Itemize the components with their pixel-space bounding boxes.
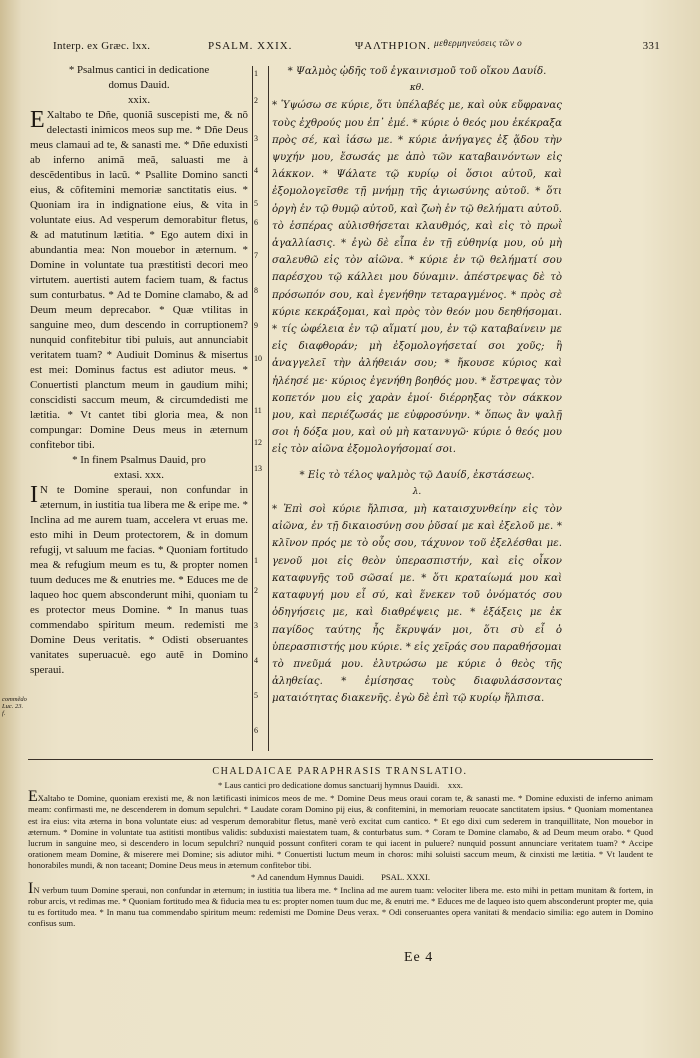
margin-note: commẽdo Luc. 23. f.: [2, 696, 27, 717]
drop-cap-e: E: [30, 107, 45, 133]
verse-number: 12: [254, 438, 262, 447]
latin-psalm-29-text: [30, 108, 248, 453]
greek-column: [272, 63, 562, 755]
running-header: [40, 40, 660, 56]
chaldaic-paragraph-1-body: Xaltabo te Domine, quoniam erexisti me, & non lætificasti inimicos meos de me. * Domine Deus meus oraui coram te, & sanasti me. * Domine eduxisti de inferno animam meam: confirmasti me, ne descenderem in domum sepulchri. * Laudate coram Domino pij eius, & confitemini, in memoriam reuocate sanctitatem ipsius. * Quoniam momentanea est ira eius: vita æterna in bona voluntate eius: ad vesperum demorabitur fletus, manè verò excitat cum cantico. * Et ego dixi cum sederem in tranquillitate, Non mouebor in æternum. * Domine in voluntate tua astitisti montibus validis: subduxisti maiestatem tuam, & conturbatus sum. * Coram te Domine clamabo, & ad Deum meum orabo. * Quod lucrum in sanguine meo, si descendero in locum sepulchri? nunquid possunt confiteri coram te qui iacent in puluere? nunquid possunt annunciare veritatem tuam? * Accipe orationem meam Domine, & miserere mei Domine; sis adiutor mihi. * Conuertisti luctum meum in choros: mihi soluisti saccum meum, & cinxisti me lætitia. * Vt laudent te honorabiles mundi, & non taceant; Domine Deus meus in æternum confitebor tibi.: [28, 793, 653, 871]
section-divider: [28, 759, 653, 760]
greek-psalm-29-heading: * Ψαλμὸς ᾠδῆς τοῦ ἐγκαινισμοῦ τοῦ οἴκου Δαυίδ.: [287, 66, 547, 77]
latin-psalm-29-heading: * Psalmus cantici in dedicatione: [68, 64, 210, 76]
chaldaic-heading-2-text: * Ad canendum Hymnus Dauidi.: [250, 871, 364, 882]
verse-number: 4: [254, 656, 258, 665]
chaldaic-paragraph-2: [28, 879, 653, 930]
verse-number: 8: [254, 286, 258, 295]
verse-number: 6: [254, 218, 258, 227]
page-number: 331: [642, 40, 660, 52]
latin-psalm-29-number: xxix.: [127, 94, 151, 106]
greek-psalm-29-text: * Ὑψώσω σε κύριε, ὅτι ὑπέλαβές με, καὶ οὐκ εὔφρανας τοὺς ἐχθρούς μου ἐπ᾽ ἐμέ. * κύριε ὁ θεός μου ἐκέκραξα πρὸς σέ, καὶ ἰάσω με. * κύριε ἀνήγαγες ἐξ ᾅδου τὴν ψυχήν μου, ἔσωσάς με ἀπὸ τῶν καταβαινόντων εἰς λάκκον. * Ψάλατε τῷ κυρίῳ οἱ ὅσιοι αὐτοῦ, καὶ ἐξομολογεῖσθε τῇ μνήμῃ τῆς ἁγιωσύνης αὐτοῦ. * ὅτι ὀργὴ ἐν τῷ θυμῷ αὐτοῦ, καὶ ζωὴ ἐν τῷ θελήματι αὐτοῦ. τὸ ἑσπέρας αὐλισθήσεται κλαυθμός, καὶ εἰς τὸ πρωῒ ἀγαλλίασις. * ἐγὼ δὲ εἶπα ἐν τῇ εὐθηνίᾳ μου, οὐ μὴ σαλευθῶ εἰς τὸν αἰῶνα. * κύριε ἐν τῷ θελήματί σου παρέσχου τῷ κάλλει μου δύναμιν. ἀπέστρεψας δὲ τὸ πρόσωπόν σου, καὶ ἐγενήθην τεταραγμένος. * πρὸς σὲ κύριε κεκράξομαι, καὶ πρὸς τὸν θεόν μου δεηθήσομαι. * τίς ὠφέλεια ἐν τῷ αἵματί μου, ἐν τῷ καταβαίνειν με εἰς διαφθοράν; μὴ ἐξομολογήσεταί σοι χοῦς; ἢ ἀναγγελεῖ τὴν ἀλήθειάν σου; * ἤκουσε κύριος καὶ ἠλέησέ με· κύριος ἐγενήθη βοηθός μου. * ἔστρεψας τὸν κοπετόν μου εἰς χαρὰν ἐμοί· διέρρηξας τὸν σάκκον μου, καὶ περιέζωσάς με εὐφροσύνην. * ὅπως ἂν ψαλῇ σοι ἡ δόξα μου, καὶ οὐ μὴ κατανυγῶ· κύριε ὁ θεός μου εἰς τὸν αἰῶνα ἐξομολογήσομαί σοι.: [272, 100, 562, 456]
chaldaic-heading-1-text: * Laus cantici pro dedicatione domus sanctuarij hymnus Dauidi.: [218, 780, 440, 790]
verse-number-column: [254, 63, 266, 753]
verse-number: 4: [254, 166, 258, 175]
verse-number: 5: [254, 691, 258, 700]
chaldaic-heading-2: [28, 872, 653, 883]
greek-psalm-30-heading: * Εἰς τὸ τέλος ψαλμὸς τῷ Δαυίδ, ἐκστάσεως.: [299, 469, 535, 481]
verse-number: 10: [254, 354, 262, 363]
verse-number: 1: [254, 556, 258, 565]
verse-number: 9: [254, 321, 258, 330]
chaldaic-heading-1: [28, 780, 653, 791]
chaldaic-initial-i: I: [28, 879, 34, 897]
header-annotation: μεθερμηνεύσεις τῶν ο: [434, 39, 523, 49]
column-rule-left: [252, 66, 253, 751]
drop-cap-i: I: [30, 482, 38, 508]
verse-number: 3: [254, 621, 258, 630]
verse-number: 5: [254, 199, 258, 208]
verse-number: 3: [254, 134, 258, 143]
latin-psalm-30-body: N te Domine speraui, non confundar in æternum, in iustitia tua libera me & eripe me. * Inclina ad me aurem tuam, accelera vt eruas me. esto mihi in Deum protectorem, & in domum refugij, vt saluum me facias. * Quoniam fortitudo mea & refugium meum es tu, & propter nomen tuum deduces me & enutries me. * Educes me de laqueo hoc quem absconderunt mihi, quoniam tu es protector meus Domine. * In manus tuas commendabo spiritum meum. redemisti me Domine Deus veritatis. * Odisti obseruantes vanitates superuacuè. ego autẽ in Domino speraui.: [30, 484, 248, 676]
verse-number: 13: [254, 464, 262, 473]
latin-psalm-29-heading-line-2: domus Dauid.: [108, 79, 170, 91]
header-left-title: Interp. ex Græc. lxx.: [53, 40, 151, 52]
printer-signature-mark: Ee 4: [404, 950, 434, 965]
verse-number: 6: [254, 726, 258, 735]
verse-number: 2: [254, 96, 258, 105]
chaldaic-paragraph-1: [28, 788, 653, 871]
greek-psalm-29-number: κθ.: [409, 83, 425, 94]
latin-psalm-30-text: [30, 483, 248, 678]
header-greek-title: ΨΑΛΤΗΡΙΟΝ.: [355, 40, 431, 52]
latin-column: [30, 63, 248, 753]
header-psalm-number: PSALM. XXIX.: [208, 40, 293, 52]
verse-number: 1: [254, 69, 258, 78]
greek-psalm-30-number: λ.: [412, 486, 422, 497]
chaldaic-heading-1-number: xxx.: [447, 780, 463, 790]
chaldaic-paragraph-2-body: N verbum tuum Domine speraui, non confundar in æternum; in iustitia tua libera me. * Inclina ad me aurem tuam: velociter libera me. esto mihi in pettam munitam & fortem, in robur arcis, vt redimas me. * Quoniam fortitudo mea & fiducia mea tu es: propter nomen tuum duc me, & enutri me. * Educes me de laqueo isto quem absconderunt propter me, quia tu es fortitudo mea. * In manu tua commendabo spiritum meum: redemisti me Domine Deus verax. * Odi conseruantes opera vanitati & mendacio similia: ego autem in Domino confisus sum.: [28, 884, 653, 929]
verse-number: 2: [254, 586, 258, 595]
verse-number: 7: [254, 251, 258, 260]
verse-number: 11: [254, 406, 262, 415]
greek-psalm-30-text: * Ἐπὶ σοὶ κύριε ἤλπισα, μὴ καταισχυνθείην εἰς τὸν αἰῶνα, ἐν τῇ δικαιοσύνῃ σου ῥῦσαί με καὶ ἐξελοῦ με. * κλῖνον πρός με τὸ οὖς σου, τάχυνον τοῦ ἐξελέσθαι με. γενοῦ μοι εἰς θεὸν ὑπερασπιστήν, καὶ εἰς οἶκον καταφυγῆς τοῦ σῶσαί με. * ὅτι κραταίωμά μου καὶ καταφυγή μου εἶ σύ, καὶ ἕνεκεν τοῦ ὀνόματός σου ὁδηγήσεις με, καὶ διαθρέψεις με. * ἐξάξεις με ἐκ παγίδος ταύτης ἧς ἔκρυψάν μοι, ὅτι σὺ εἶ ὁ ὑπερασπιστής μου κύριε. * εἰς χεῖράς σου παραθήσομαι τὸ πνεῦμά μου. ἐλυτρώσω με κύριε ὁ θεὸς τῆς ἀληθείας. * ἐμίσησας τοὺς διαφυλάσσοντας ματαιότητας διακενῆς. ἐγὼ δὲ ἐπὶ τῷ κυρίῳ ἤλπισα.: [272, 504, 562, 705]
chaldaic-initial-e: E: [28, 788, 38, 806]
column-rule-right: [268, 66, 269, 751]
latin-psalm-30-number: extasi. xxx.: [114, 469, 164, 481]
latin-psalm-29-body: Xaltabo te Dñe, quoniã suscepisti me, & nõ delectasti inimicos meos sup me. * Dñe Deus meus clamaui ad te, & sanasti me. * Dñe eduxisti ab inferno animã meã, saluasti me à descẽdentibus in lacũ. * Psallite Domino sancti eius, & cõfitemini memoriæ sanctitatis eius. * Quoniam ira in indignatione eius, & vita in voluntate eius. Ad vesperum demorabitur fletus, & ad matutinum lætitia. * Ego autem dixi in abundantia mea: Non mouebor in æternum. * Domine in voluntate tua præstitisti decori meo virtutem. auertisti autem faciem tuam, & factus sum conturbatus. * Ad te Domine clamabo, & ad Deum meum deprecabor. * Quæ vtilitas in sanguine meo, dum descendo in corruptionem? nunquid confitebitur tibi puluis, aut annunciabit veritatem tuam? * Audiuit Dominus & misertus est mei: Dominus factus est adiutor meus. * Conuertisti planctum meum in gaudium mihi; conscidisti saccum meum, & circumdedisti me lætitia. * Vt cantet tibi gloria mea, & non compungar: Domine Deus meus in æternum confitebor tibi.: [30, 109, 248, 451]
chaldaic-heading-2-number: PSAL. XXXI.: [381, 871, 431, 882]
chaldaic-section-title: CHALDAICAE PARAPHRASIS TRANSLATIO.: [212, 766, 468, 777]
chaldaic-paraphrase: [28, 780, 653, 940]
latin-psalm-30-heading: * In finem Psalmus Dauid, pro: [72, 454, 206, 466]
